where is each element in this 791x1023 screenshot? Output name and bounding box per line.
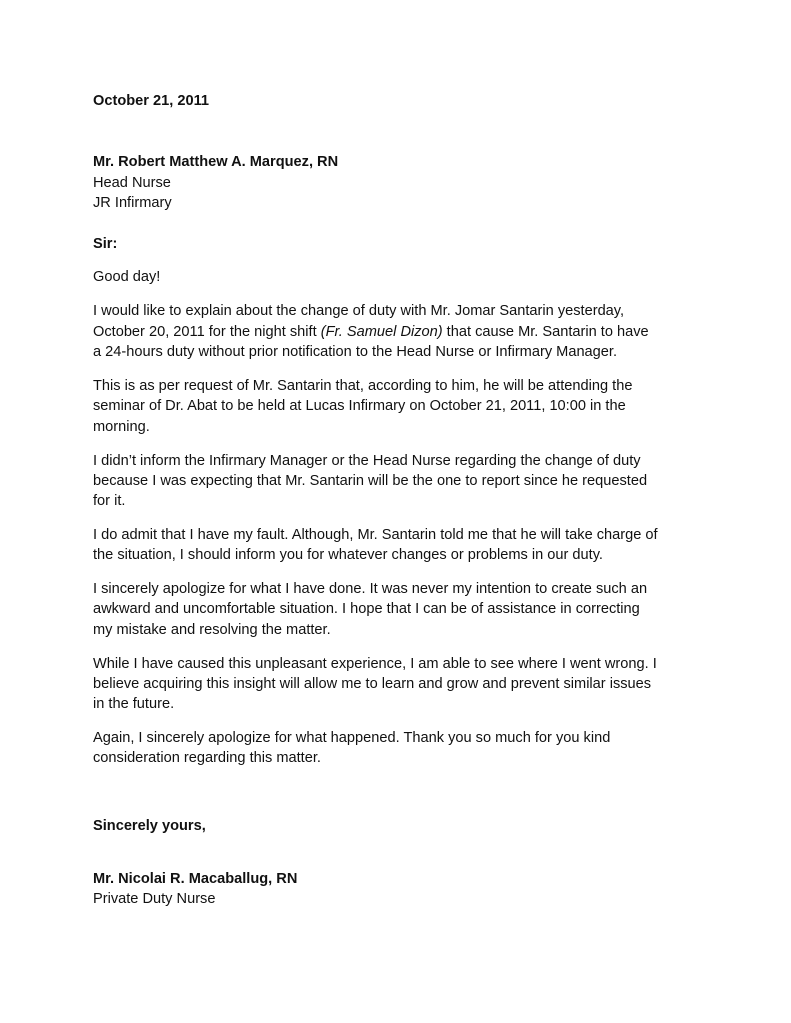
paragraph-4-line-1: I do admit that I have my fault. Although, Mr. Santarin told me that he will take charge of — [93, 527, 658, 543]
sender-name: Mr. Nicolai R. Macaballug, RN — [93, 871, 298, 887]
paragraph-3-line-2: because I was expecting that Mr. Santarin will be the one to report since he requested — [93, 473, 648, 489]
greeting: Good day! — [93, 269, 161, 285]
paragraph-2-line-2: seminar of Dr. Abat to be held at Lucas Infirmary on October 21, 2011, 10:00 in the — [93, 398, 626, 414]
letter-date: October 21, 2011 — [93, 93, 210, 109]
salutation: Sir: — [93, 236, 118, 252]
paragraph-5-line-3: my mistake and resolving the matter. — [93, 622, 331, 638]
paragraph-5-line-1: I sincerely apologize for what I have done. It was never my intention to create such an — [93, 581, 648, 597]
sender-title: Private Duty Nurse — [93, 891, 216, 907]
paragraph-3-line-3: for it. — [93, 493, 126, 509]
paragraph-7-line-1: Again, I sincerely apologize for what happened. Thank you so much for you kind — [93, 730, 611, 746]
paragraph-6-line-1: While I have caused this unpleasant experience, I am able to see where I went wrong. I — [93, 656, 657, 672]
recipient-title: Head Nurse — [93, 175, 171, 191]
recipient-name: Mr. Robert Matthew A. Marquez, RN — [93, 154, 339, 170]
paragraph-6-line-2: believe acquiring this insight will allow me to learn and grow and prevent similar issues — [93, 676, 652, 692]
paragraph-1-line-2 — [93, 324, 649, 341]
closing: Sincerely yours, — [93, 818, 206, 834]
paragraph-1-line-1: I would like to explain about the change of duty with Mr. Jomar Santarin yesterday, — [93, 303, 625, 319]
paragraph-5-line-2: awkward and uncomfortable situation. I hope that I can be of assistance in correcting — [93, 601, 640, 617]
paragraph-1-italic-name: (Fr. Samuel Dizon) — [320, 324, 443, 340]
paragraph-6-line-3: in the future. — [93, 696, 175, 712]
paragraph-3-line-1: I didn’t inform the Infirmary Manager or the Head Nurse regarding the change of duty — [93, 453, 641, 469]
paragraph-1-line-2-part-c: that cause Mr. Santarin to have — [442, 324, 649, 340]
paragraph-1-line-2-part-a: October 20, 2011 for the night shift — [93, 324, 321, 340]
paragraph-1-line-3: a 24-hours duty without prior notification to the Head Nurse or Infirmary Manager. — [93, 344, 618, 360]
paragraph-2-line-1: This is as per request of Mr. Santarin that, according to him, he will be attending the — [93, 378, 633, 394]
paragraph-4-line-2: the situation, I should inform you for whatever changes or problems in our duty. — [93, 547, 603, 563]
paragraph-2-line-3: morning. — [93, 419, 150, 435]
paragraph-7-line-2: consideration regarding this matter. — [93, 750, 321, 766]
recipient-org: JR Infirmary — [93, 195, 172, 211]
